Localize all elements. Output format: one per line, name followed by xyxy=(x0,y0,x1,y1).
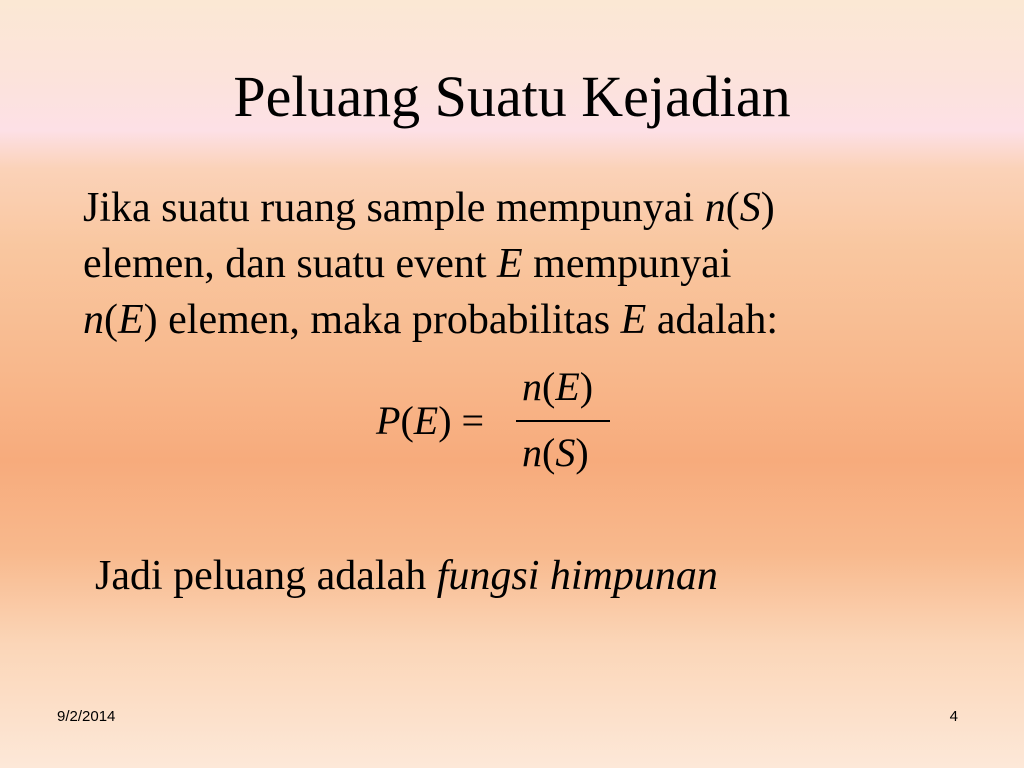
definition-paragraph xyxy=(83,180,963,348)
line3-paren-open: ( xyxy=(104,297,118,343)
line1-paren-close: ) xyxy=(760,185,775,231)
formula-lhs-paren-open: ( xyxy=(400,398,414,443)
line2-text: elemen, dan suatu event xyxy=(83,241,498,287)
paragraph-line-1 xyxy=(83,180,963,236)
line2-E: E xyxy=(497,241,523,287)
denominator-S: S xyxy=(555,430,576,475)
paragraph-line-3 xyxy=(83,292,963,348)
probability-formula xyxy=(370,362,650,492)
denominator-paren-open: ( xyxy=(542,430,556,475)
conclusion-text xyxy=(95,548,718,604)
slide-title: Peluang Suatu Kejadian xyxy=(233,64,791,129)
line3-n: n xyxy=(83,297,104,343)
line1-n: n xyxy=(704,185,726,231)
line3-E2: E xyxy=(620,297,647,343)
footer-date: 9/2/2014 xyxy=(57,708,116,725)
line3-E: E xyxy=(118,297,144,343)
numerator-paren-open: ( xyxy=(542,364,556,409)
formula-numerator xyxy=(522,362,593,412)
denominator-n: n xyxy=(522,430,542,475)
numerator-paren-close: ) xyxy=(579,364,594,409)
line3-text-end: adalah: xyxy=(646,297,779,343)
formula-denominator xyxy=(522,428,589,478)
formula-lhs xyxy=(376,396,484,446)
conclusion-emphasis: fungsi himpunan xyxy=(436,553,718,599)
formula-P: P xyxy=(376,398,401,443)
line2-text-end: mempunyai xyxy=(522,241,732,287)
numerator-E: E xyxy=(555,364,580,409)
formula-lhs-E: E xyxy=(413,398,439,443)
denominator-paren-close: ) xyxy=(575,430,589,475)
paragraph-line-2 xyxy=(83,236,963,292)
formula-lhs-close-eq: ) = xyxy=(438,398,485,443)
line3-text: ) elemen, maka probabilitas xyxy=(143,297,621,343)
line1-paren-open: ( xyxy=(725,185,740,231)
line1-text: Jika suatu ruang sample mempunyai xyxy=(83,185,705,231)
page-number: 4 xyxy=(949,708,958,725)
conclusion-main: Jadi peluang adalah xyxy=(95,553,437,599)
line1-S: S xyxy=(739,185,761,231)
fraction-bar xyxy=(516,420,610,422)
numerator-n: n xyxy=(522,364,542,409)
